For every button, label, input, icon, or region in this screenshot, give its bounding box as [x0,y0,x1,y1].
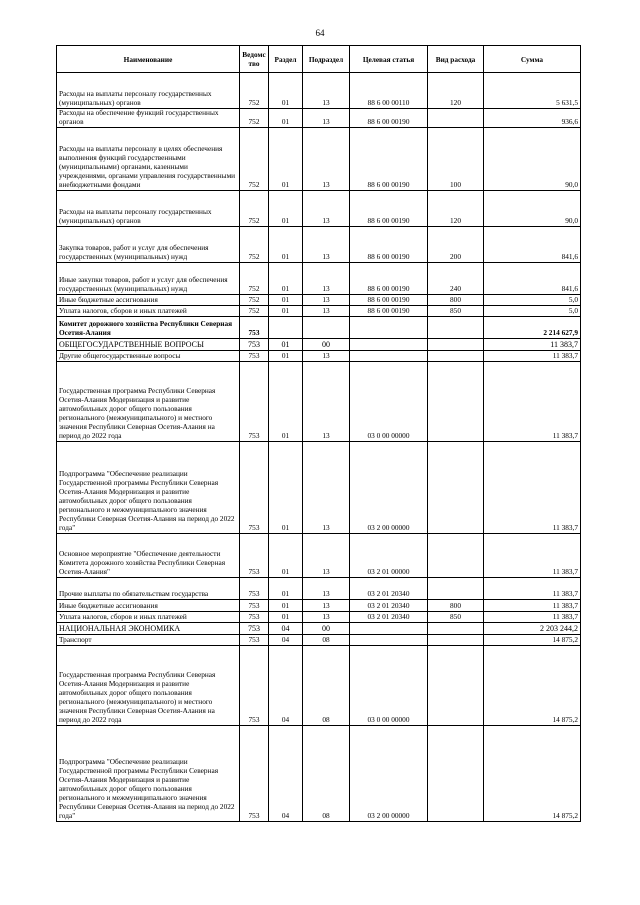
page-number: 64 [315,28,325,38]
row-name: Расходы на выплаты персоналу государственных (муниципальных) органов [57,73,240,109]
row-name: Уплата налогов, сборов и иных платежей [57,611,240,622]
row-summa: 90,0 [484,190,581,226]
table-row [57,533,581,577]
row-summa: 11 383,7 [484,441,581,533]
row-name: Основное мероприятие "Обеспечение деятельности Комитета дорожного хозяйства Республики Северная Осетия-Алания" [57,533,240,577]
table-row [57,127,581,190]
row-name: ОБЩЕГОСУДАРСТВЕННЫЕ ВОПРОСЫ [57,338,240,350]
row-podrazdel: 13 [303,361,350,441]
row-summa: 14 875,2 [484,645,581,725]
row-vid-raskhoda [428,533,484,577]
row-podrazdel: 13 [303,611,350,622]
header-summa: Сумма [484,46,581,73]
row-summa: 841,6 [484,226,581,262]
row-celevaya-statya [350,350,428,361]
row-vid-raskhoda: 200 [428,226,484,262]
row-vid-raskhoda: 850 [428,611,484,622]
row-podrazdel: 13 [303,350,350,361]
row-vedomstvo: 753 [240,634,269,645]
row-celevaya-statya: 88 6 00 00190 [350,262,428,294]
row-podrazdel: 13 [303,109,350,128]
table-row [57,599,581,611]
row-razdel: 04 [269,634,303,645]
row-vid-raskhoda [428,725,484,821]
row-vedomstvo: 753 [240,441,269,533]
row-vedomstvo: 753 [240,533,269,577]
row-celevaya-statya: 03 2 00 00000 [350,441,428,533]
row-razdel: 01 [269,305,303,316]
row-summa: 11 383,7 [484,350,581,361]
row-summa: 5 631,5 [484,73,581,109]
row-razdel: 01 [269,533,303,577]
row-summa: 14 875,2 [484,634,581,645]
row-name: Иные закупки товаров, работ и услуг для обеспечения государственных (муниципальных) нужд [57,262,240,294]
row-vedomstvo: 753 [240,361,269,441]
row-summa: 14 875,2 [484,725,581,821]
row-summa: 90,0 [484,127,581,190]
table-row [57,226,581,262]
row-vid-raskhoda [428,109,484,128]
table-header-row [57,46,581,73]
row-podrazdel: 13 [303,533,350,577]
row-celevaya-statya: 03 2 01 20340 [350,611,428,622]
table-row [57,316,581,338]
row-podrazdel [303,316,350,338]
row-vid-raskhoda [428,350,484,361]
row-podrazdel: 13 [303,262,350,294]
row-vedomstvo: 753 [240,611,269,622]
row-vedomstvo: 752 [240,109,269,128]
row-name: Иные бюджетные ассигнования [57,599,240,611]
row-podrazdel: 13 [303,294,350,305]
row-podrazdel: 08 [303,634,350,645]
row-razdel: 01 [269,190,303,226]
table-row [57,190,581,226]
row-razdel: 01 [269,294,303,305]
row-razdel: 01 [269,262,303,294]
table-row [57,262,581,294]
row-vedomstvo: 752 [240,190,269,226]
row-vid-raskhoda: 800 [428,599,484,611]
row-celevaya-statya [350,622,428,634]
row-celevaya-statya [350,316,428,338]
row-vid-raskhoda [428,645,484,725]
row-vid-raskhoda [428,634,484,645]
row-razdel: 01 [269,441,303,533]
row-summa: 11 383,7 [484,361,581,441]
row-celevaya-statya [350,634,428,645]
row-razdel: 04 [269,645,303,725]
row-celevaya-statya: 03 2 01 00000 [350,533,428,577]
row-vedomstvo: 753 [240,577,269,599]
row-celevaya-statya: 88 6 00 00190 [350,305,428,316]
row-podrazdel: 00 [303,622,350,634]
row-podrazdel: 13 [303,577,350,599]
row-name: Государственная программа Республики Северная Осетия-Алания Модернизация и развитие автомобильных дорог общего пользования регионального (межмуниципального) и местного значения Республики Северная Осетия-Алания на период до 2022 года [57,645,240,725]
row-name: Государственная программа Республики Северная Осетия-Алания Модернизация и развитие автомобильных дорог общего пользования регионального (межмуниципального) и местного значения Республики Северная Осетия-Алания на период до 2022 года [57,361,240,441]
row-name: Прочие выплаты по обязательствам государства [57,577,240,599]
row-vedomstvo: 752 [240,305,269,316]
row-summa: 936,6 [484,109,581,128]
row-razdel: 04 [269,622,303,634]
row-razdel: 01 [269,338,303,350]
row-razdel: 01 [269,127,303,190]
table-row [57,622,581,634]
row-name: Расходы на обеспечение функций государственных органов [57,109,240,128]
row-vedomstvo: 752 [240,294,269,305]
row-podrazdel: 00 [303,338,350,350]
row-celevaya-statya: 03 0 00 00000 [350,645,428,725]
row-vedomstvo: 752 [240,226,269,262]
row-vedomstvo: 753 [240,350,269,361]
table-row [57,350,581,361]
row-summa: 11 383,7 [484,533,581,577]
row-podrazdel: 08 [303,645,350,725]
row-summa: 11 383,7 [484,577,581,599]
row-name: Подпрограмма "Обеспечение реализации Государственной программы Республики Северная Осетия-Алания Модернизация и развитие автомобильных дорог общего пользования регионального и межмуниципального значения Республики Северная Осетия-Алания на период до 2022 года" [57,441,240,533]
row-summa: 2 203 244,2 [484,622,581,634]
row-vedomstvo: 752 [240,73,269,109]
row-vid-raskhoda: 100 [428,127,484,190]
row-vedomstvo: 753 [240,599,269,611]
table-row [57,73,581,109]
row-razdel: 01 [269,226,303,262]
row-razdel: 01 [269,350,303,361]
row-summa: 5,0 [484,294,581,305]
row-podrazdel: 13 [303,73,350,109]
row-name: Иные бюджетные ассигнования [57,294,240,305]
row-vid-raskhoda: 240 [428,262,484,294]
row-vedomstvo: 752 [240,262,269,294]
row-name: НАЦИОНАЛЬНАЯ ЭКОНОМИКА [57,622,240,634]
row-summa: 11 383,7 [484,611,581,622]
row-celevaya-statya: 03 0 00 00000 [350,361,428,441]
table-row [57,611,581,622]
row-razdel: 01 [269,109,303,128]
table-row [57,634,581,645]
row-name: Закупка товаров, работ и услуг для обеспечения государственных (муниципальных) нужд [57,226,240,262]
row-celevaya-statya: 88 6 00 00190 [350,226,428,262]
row-razdel: 01 [269,599,303,611]
table-row [57,441,581,533]
row-podrazdel: 13 [303,226,350,262]
row-summa: 2 214 627,9 [484,316,581,338]
row-celevaya-statya: 03 2 00 00000 [350,725,428,821]
row-vid-raskhoda: 120 [428,190,484,226]
row-vid-raskhoda [428,577,484,599]
row-vid-raskhoda [428,622,484,634]
row-razdel: 04 [269,725,303,821]
row-razdel: 01 [269,361,303,441]
row-vedomstvo: 753 [240,316,269,338]
row-vid-raskhoda: 800 [428,294,484,305]
table-row [57,725,581,821]
row-vid-raskhoda: 850 [428,305,484,316]
row-vid-raskhoda [428,338,484,350]
row-vid-raskhoda [428,316,484,338]
row-name: Подпрограмма "Обеспечение реализации Государственной программы Республики Северная Осетия-Алания Модернизация и развитие автомобильных дорог общего пользования регионального и межмуниципального значения Республики Северная Осетия-Алания на период до 2022 года" [57,725,240,821]
header-vid-raskhoda: Вид расхода [428,46,484,73]
table-row [57,361,581,441]
header-name: Наименование [57,46,240,73]
row-celevaya-statya [350,338,428,350]
budget-table [56,45,581,822]
row-vedomstvo: 752 [240,127,269,190]
header-podrazdel: Подраздел [303,46,350,73]
header-celevaya-statya: Целевая статья [350,46,428,73]
row-summa: 841,6 [484,262,581,294]
row-celevaya-statya: 03 2 01 20340 [350,577,428,599]
row-name: Транспорт [57,634,240,645]
row-podrazdel: 13 [303,305,350,316]
row-name: Расходы на выплаты персоналу государственных (муниципальных) органов [57,190,240,226]
header-vedomstvo: Ведомство [240,46,269,73]
row-summa: 11 383,7 [484,338,581,350]
row-celevaya-statya: 88 6 00 00190 [350,127,428,190]
row-name: Расходы на выплаты персоналу в целях обеспечения выполнения функций государственными (муниципальными) органами, казенными учреждениями, органами управления государственными внебюджетными фондами [57,127,240,190]
row-podrazdel: 08 [303,725,350,821]
row-summa: 11 383,7 [484,599,581,611]
row-razdel: 01 [269,611,303,622]
row-vid-raskhoda [428,441,484,533]
table-row [57,338,581,350]
row-razdel: 01 [269,577,303,599]
row-razdel [269,316,303,338]
row-vedomstvo: 753 [240,645,269,725]
row-vedomstvo: 753 [240,725,269,821]
row-celevaya-statya: 88 6 00 00190 [350,109,428,128]
row-celevaya-statya: 88 6 00 00190 [350,190,428,226]
row-vid-raskhoda [428,361,484,441]
table-row [57,305,581,316]
row-vid-raskhoda: 120 [428,73,484,109]
table-row [57,577,581,599]
row-podrazdel: 13 [303,127,350,190]
row-razdel: 01 [269,73,303,109]
row-vedomstvo: 753 [240,622,269,634]
row-podrazdel: 13 [303,599,350,611]
row-name: Другие общегосударственные вопросы [57,350,240,361]
row-vedomstvo: 753 [240,338,269,350]
row-podrazdel: 13 [303,441,350,533]
row-name: Уплата налогов, сборов и иных платежей [57,305,240,316]
header-razdel: Раздел [269,46,303,73]
row-celevaya-statya: 03 2 01 20340 [350,599,428,611]
row-celevaya-statya: 88 6 00 00110 [350,73,428,109]
table-row [57,294,581,305]
table-row [57,109,581,128]
row-summa: 5,0 [484,305,581,316]
row-celevaya-statya: 88 6 00 00190 [350,294,428,305]
table-row [57,645,581,725]
row-podrazdel: 13 [303,190,350,226]
row-name: Комитет дорожного хозяйства Республики Северная Осетия-Алания [57,316,240,338]
